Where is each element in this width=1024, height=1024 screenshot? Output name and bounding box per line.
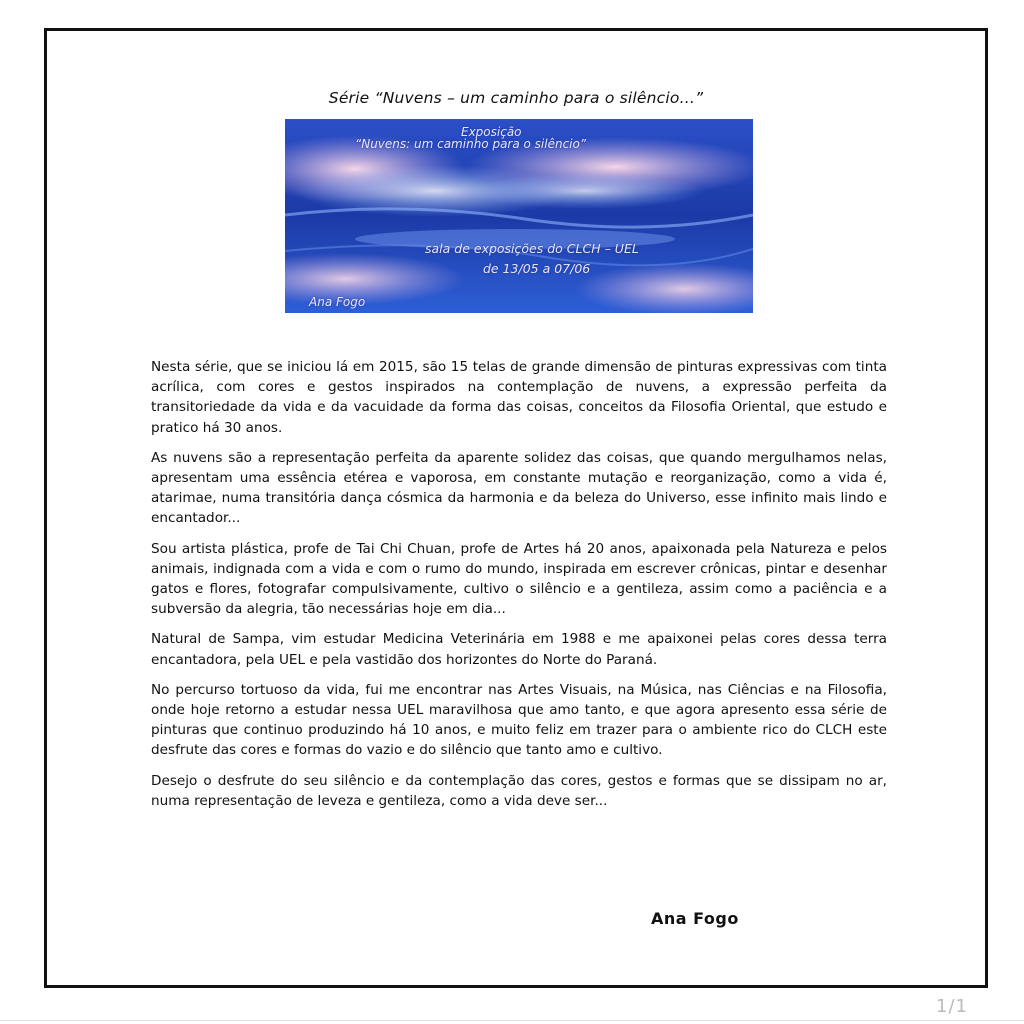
signature: Ana Fogo	[651, 909, 739, 928]
poster-heading-line2: “Nuvens: um caminho para o silêncio”	[355, 137, 587, 151]
page-indicator: 1/1	[936, 996, 968, 1017]
poster-dates: de 13/05 a 07/06	[483, 261, 591, 276]
viewer-divider	[0, 1020, 1024, 1021]
poster-artist: Ana Fogo	[309, 295, 366, 309]
document-page	[44, 28, 988, 988]
paragraph: Natural de Sampa, vim estudar Medicina Veterinária em 1988 e me apaixonei pelas cores dessa terra encantadora, pela UEL e pela vastidão dos horizontes do Norte do Paraná.	[151, 631, 887, 668]
paragraph: Nesta série, que se iniciou lá em 2015, são 15 telas de grande dimensão de pinturas expressivas com tinta acrílica, com cores e gestos inspirados na contemplação de nuvens, a expressão perfeita da transitoriedade da vida e da vacuidade da forma das coisas, conceitos da Filosofia Oriental, que estudo e pratico há 30 anos.	[151, 359, 887, 436]
paragraph: No percurso tortuoso da vida, fui me encontrar nas Artes Visuais, na Música, nas Ciências e na Filosofia, onde hoje retorno a estudar nessa UEL maravilhosa que amo tanto, e que agora apresento essa série de pinturas que continuo produzindo há 10 anos, e muito feliz em trazer para o ambiente rico do CLCH este desfrute das cores e formas do vazio e do silêncio que tanto amo e cultivo.	[151, 681, 887, 759]
paragraph: As nuvens são a representação perfeita da aparente solidez das coisas, que quando mergulhamos nelas, apresentam uma essência etérea e vaporosa, em constante mutação e reorganização, como a vida é, atarimae, numa transitória dança cósmica da harmonia e da beleza do Universo, esse infinito mais lindo e encantador...	[151, 449, 887, 527]
exhibition-poster-image	[285, 119, 753, 313]
document-title: Série “Nuvens – um caminho para o silêncio...”	[328, 89, 704, 107]
paragraph: Desejo o desfrute do seu silêncio e da contemplação das cores, gestos e formas que se dissipam no ar, numa representação de leveza e gentileza, como a vida deve ser...	[151, 772, 887, 809]
paragraph: Sou artista plástica, profe de Tai Chi Chuan, profe de Artes há 20 anos, apaixonada pela Natureza e pelos animais, indignada com a vida e com o rumo do mundo, inspirada em escrever crônicas, pintar e desenhar gatos e flores, fotografar compulsivamente, cultivo o silêncio e a gentileza, assim como a paciência e a subversão da alegria, tão necessárias hoje em dia...	[151, 540, 887, 618]
body-text	[151, 357, 887, 821]
poster-heading-line1: Exposição	[461, 125, 522, 139]
poster-venue: sala de exposições do CLCH – UEL	[425, 241, 639, 256]
